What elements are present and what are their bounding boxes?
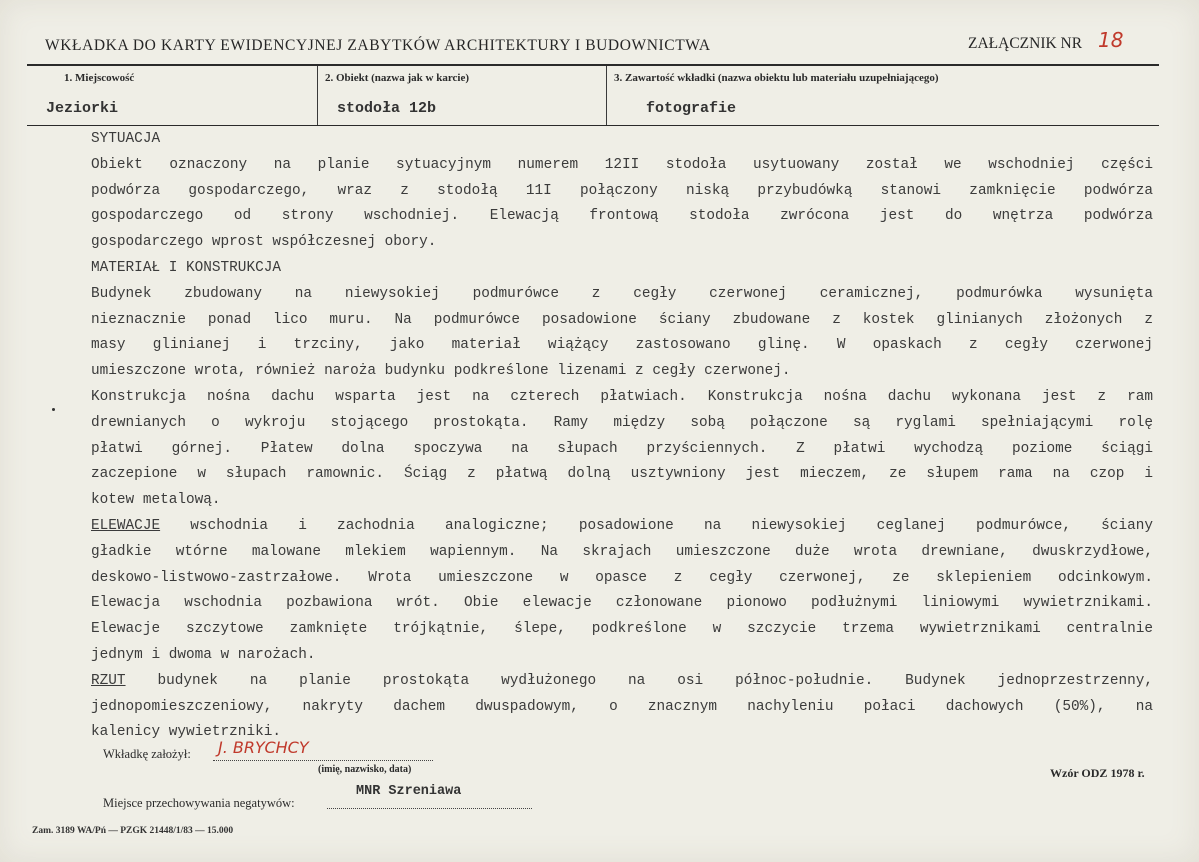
text-line <box>91 669 1153 695</box>
annex-label: ZAŁĄCZNIK NR <box>968 35 1083 52</box>
annex-number: 18 <box>1098 28 1124 52</box>
text-line <box>91 514 1153 540</box>
description-text <box>91 127 1153 746</box>
storage-dotted-line <box>327 808 532 809</box>
text-line: płatwi górnej. Płatew dolna spoczywa na słupach przyściennych. Z płatwi wychodzą poziome ściągi <box>91 440 1153 457</box>
column-divider <box>317 66 318 126</box>
form-title: WKŁADKA DO KARTY EWIDENCYJNEJ ZABYTKÓW ARCHITEKTURY I BUDOWNICTWA <box>45 37 711 54</box>
text-line: jednym i dwoma w narożach. <box>91 646 316 663</box>
locality-value: Jeziorki <box>46 100 119 117</box>
section-heading-elevations: ELEWACJE <box>91 517 161 534</box>
content-label: 3. Zawartość wkładki (nazwa obiektu lub materiału uzupełniającego) <box>614 72 939 84</box>
text-run: wschodnia i zachodnia analogiczne; posadowione na niewysokiej ceglanej podmurówce, ściany <box>190 517 1153 534</box>
text-run: budynek na planie prostokąta wydłużonego na osi północ-południe. Budynek jednoprzestrzenny, <box>157 672 1153 689</box>
text-line: deskowo-listwowo-zastrzałowe. Wrota umieszczone w opasce z cegły czerwonej, ze sklepieniem odcinkowym. <box>91 569 1153 586</box>
text-line: nieznacznie ponad lico muru. Na podmurówce posadowione ściany zbudowane z kostek glinianych złożonych z <box>91 311 1153 328</box>
text-line: gospodarczego od strony wschodniej. Elewacją frontową stodoła zwrócona jest do wnętrza podwórza <box>91 208 1153 225</box>
text-line: kalenicy wywietrzniki. <box>91 724 281 741</box>
print-footer: Zam. 3189 WA/Pń — PZGK 21448/1/83 — 15.000 <box>32 826 234 836</box>
text-line: drewnianych o wykroju stojącego prostokąta. Ramy między sobą połączone są ryglami spełniającymi rolę <box>91 414 1153 431</box>
text-line: zaczepione w słupach ramownic. Ściąg z płatwą dolną usztywniony jest mieczem, ze słupem rama na czop i <box>91 466 1153 483</box>
text-line: jednopomieszczeniowy, nakryty dachem dwuspadowym, o znacznym nachyleniu połaci dachowych (50%), na <box>91 698 1153 715</box>
text-line: Elewacja wschodnia pozbawiona wrót. Obie elewacje członowane pionowo podłużnymi liniowymi wywietrznikami. <box>91 595 1153 612</box>
founder-hint: (imię, nazwisko, data) <box>318 764 412 775</box>
section-heading-plan: RZUT <box>91 672 126 689</box>
section-heading-situation: SYTUACJA <box>91 131 161 147</box>
text-line: Obiekt oznaczony na planie sytuacyjnym numerem 12II stodoła usytuowany został we wschodniej części <box>91 156 1153 173</box>
founder-label: Wkładkę założył: <box>103 747 191 761</box>
section-heading-material: MATERIAŁ I KONSTRUKCJA <box>91 259 281 276</box>
header-rule-top <box>27 64 1159 66</box>
text-line: masy glinianej i trzciny, jako materiał wiążący zastosowano glinę. W opaskach z cegły czerwonej <box>91 337 1153 354</box>
text-line: umieszczone wrota, również naroża budynku podkreślone lizenami z cegły czerwonej. <box>91 363 791 380</box>
column-divider <box>606 66 607 126</box>
text-line: podwórza gospodarczego, wraz z stodołą 11I połączony niską przybudówką stanowi zamknięcie podwórza <box>91 182 1153 199</box>
form-pattern: Wzór ODZ 1978 r. <box>1050 766 1145 780</box>
object-label: 2. Obiekt (nazwa jak w karcie) <box>325 72 470 84</box>
content-value: fotografie <box>646 100 737 117</box>
text-line: kotew metalową. <box>91 492 221 509</box>
text-line: Budynek zbudowany na niewysokiej podmurówce z cegły czerwonej ceramicznej, podmurówka wysunięta <box>91 285 1153 302</box>
object-value: stodoła 12b <box>337 100 437 117</box>
text-line: Elewacje szczytowe zamknięte trójkątnie, ślepe, podkreślone w szczycie trzema wywietrznikami centralnie <box>91 621 1153 638</box>
storage-label: Miejsce przechowywania negatywów: <box>103 796 295 810</box>
founder-dotted-line <box>213 760 433 761</box>
paper-speck <box>52 408 55 411</box>
header-rule-bottom <box>27 125 1159 126</box>
text-line: gładkie wtórne malowane mlekiem wapiennym. Na skrajach umieszczone duże wrota drewniane, dwuskrzydłowe, <box>91 543 1153 560</box>
storage-value: MNR Szreniawa <box>356 784 462 799</box>
founder-signature: J. BRYCHCY <box>218 738 309 757</box>
locality-label: 1. Miejscowość <box>64 72 135 84</box>
text-line: gospodarczego wprost współczesnej obory. <box>91 234 437 251</box>
text-line: Konstrukcja nośna dachu wsparta jest na czterech płatwiach. Konstrukcja nośna dachu wykonana jest z ram <box>91 388 1153 405</box>
